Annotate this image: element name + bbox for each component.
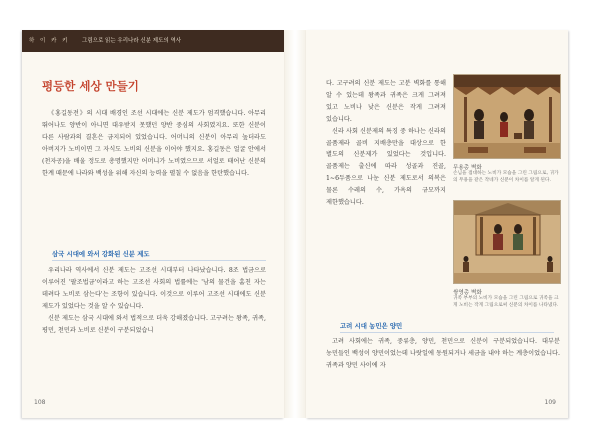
page-header-bar xyxy=(22,30,284,52)
section-three-kingdoms-body: 우리나라 역사에서 신분 제도는 고조선 시대부터 나타났습니다. 8조 법금으로 이루어진 '팔조법금'이라고 하는 고조선 사회의 법률에는 '남의 물건을 훔친 자는 데려다 노비로 삼는다'는 조항이 있습니다. 이것으로 이루어 고조선 시대에도 신분 제도가 있었다는 것을 알 수 있습니다. 신분 제도는 삼국 시대에 와서 법적으로 더욱 강해졌습니다. 고구려는 왕족, 귀족, 평민, 천민과 노비로 신분이 구분되었습니 xyxy=(42,267,266,334)
figure-2-caption: 귀족 부부의 노비가 모습을 그린 그림으로 귀족을 크게 노비는 작게 그림으로써 신분의 차이를 나타냈다. xyxy=(453,296,559,308)
section-heading-rule xyxy=(52,260,266,261)
chapter-title: 평등한 세상 만들기 xyxy=(42,79,139,93)
figure-2-title: 쌍영총 벽화 xyxy=(453,290,482,296)
ssangyeongchong-mural-image xyxy=(453,200,561,284)
mural-illustration-2 xyxy=(454,201,561,284)
intro-paragraph: 《홍길동전》의 시대 배경인 조선 시대에는 신분 제도가 엄격했습니다. 아무리 뛰어나도 양반이 아니면 대우받지 못했던 양반 중심의 사회였지요. 또한 신분이 다른 사람과의 결혼은 금지되어 있었습니다. 어머니의 신분이 아무리 높더라도 아버지가 노비이면 그 자식도 노비의 신분을 이어야 했지요. 홍길동은 얼굴 안에서(천자공)을 배울 정도로 총명했지만 어머니가 노비였으므로 서얼로 태어난 신분의 한계 때문에 나라와 백성을 위해 자신의 능력을 펼칠 수 없음을 한탄했습니다. xyxy=(42,110,266,177)
goguryeo-paragraph: 다. 고구려의 신분 제도는 고분 벽화를 통해 알 수 있는데 왕족과 귀족은 크게 그려져 있고 노비나 낮은 신분은 작게 그려져 있습니다. 신라 사회 신분제의 특징 중 하나는 신라의 골품제라 골비 지배층만을 대상으로 한 별도의 신분제가 있었다는 것입니다. 골품제는 출신에 따라 성골과 진골, 1~6두품으로 나눈 신분 제도로서 의복은 물론 수레의 수, 가옥의 규모까지 제한했습니다. xyxy=(326,80,446,207)
section-heading-three-kingdoms: 삼국 시대에 와서 강화된 신분 제도 xyxy=(52,250,150,258)
muyongchong-mural-image xyxy=(453,74,561,159)
book-title: 그림으로 읽는 우리나라 신분 제도의 역사 xyxy=(82,38,182,44)
figure-1-caption: 손님을 접대하는 노비가 모습을 그린 그림으로, 귀가의 무용을 같은 작네가 신분이 차이를 알게 된다. xyxy=(453,171,559,183)
left-page xyxy=(22,30,284,418)
section-heading-rule xyxy=(340,332,554,333)
page-number-right: 109 xyxy=(544,399,556,406)
section-goryeo-body: 고려 사회에는 귀족, 중류층, 양민, 천민으로 신분이 구분되었습니다. 대부분 농민들인 백성이 양민이었는데 나랏일에 동원되거나 세금을 내야 하는 계층이었습니다. 귀족과 양민 사이에 자 xyxy=(326,338,560,369)
mural-illustration-1 xyxy=(454,75,561,159)
gutter xyxy=(284,30,306,418)
series-label: 하 이 카 키 xyxy=(29,38,70,44)
figure-1-title: 무용총 벽화 xyxy=(453,165,482,171)
page-number-left: 108 xyxy=(34,399,46,406)
right-page xyxy=(306,30,568,418)
section-heading-goryeo: 고려 시대 농민은 양민 xyxy=(340,322,403,330)
